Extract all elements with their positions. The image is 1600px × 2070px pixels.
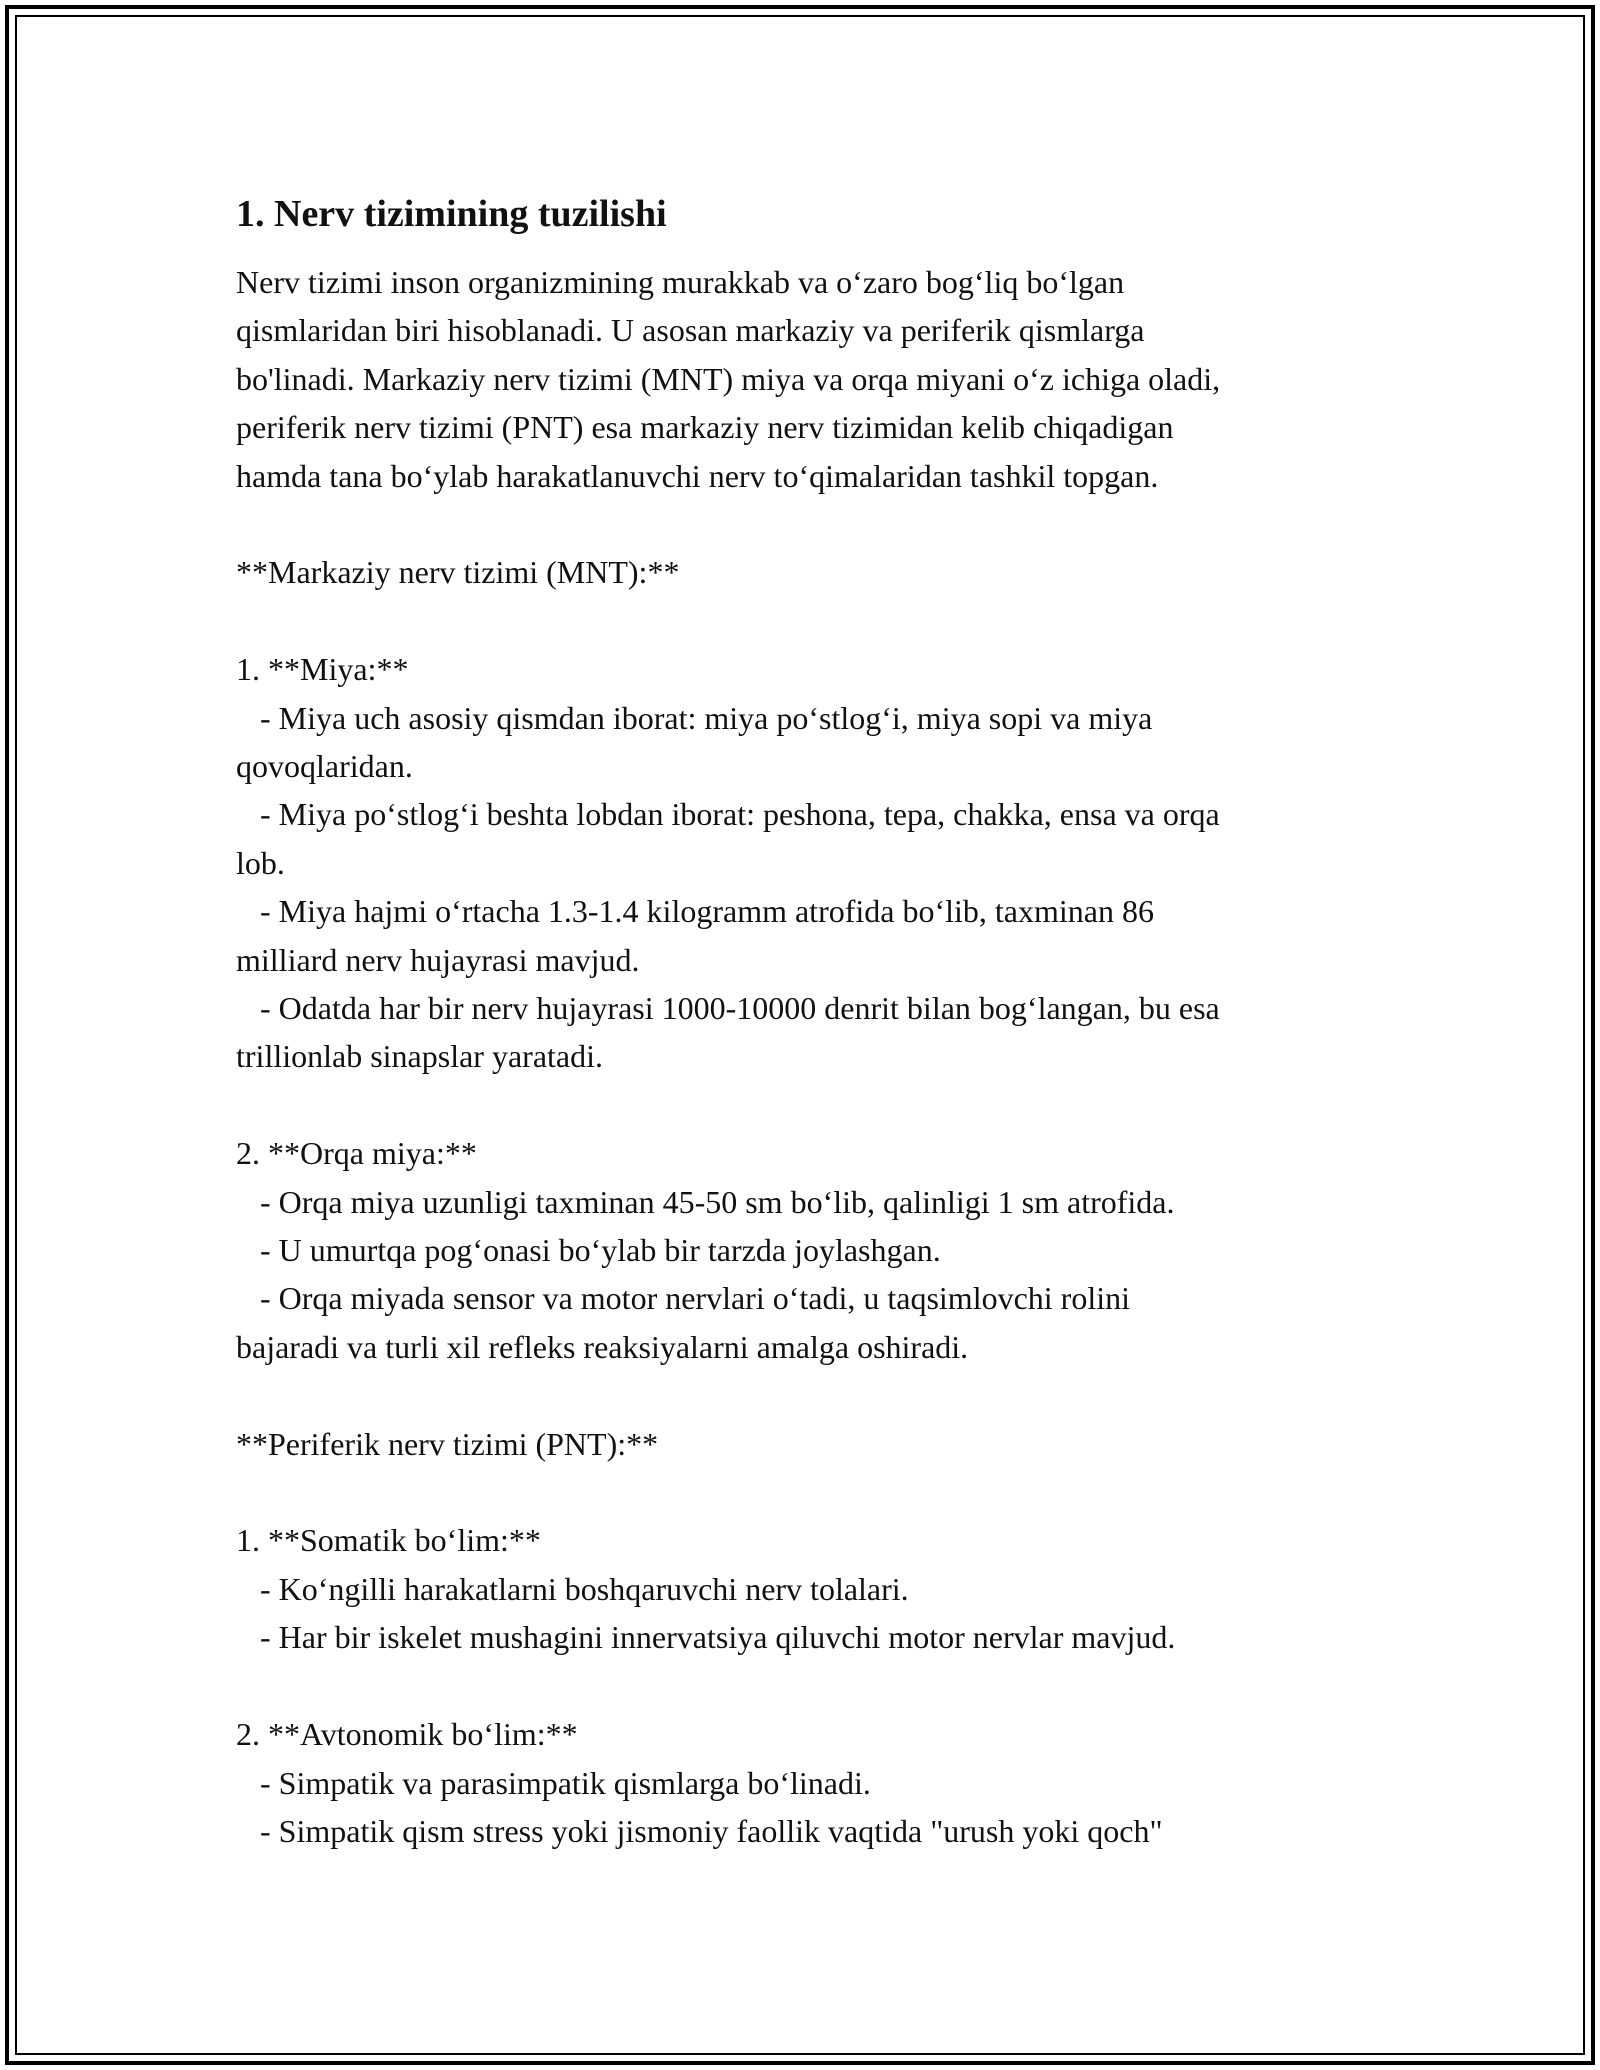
intro-line: hamda tana bo‘ylab harakatlanuvchi nerv to‘qimalaridan tashkil topgan. <box>236 457 1159 494</box>
blank-line <box>236 1371 1386 1419</box>
document-content <box>236 186 1386 1855</box>
page-title: 1. Nerv tizimining tuzilishi <box>236 193 667 235</box>
miya-line: - Miya hajmi o‘rtacha 1.3-1.4 kilogramm atrofida bo‘lib, taxminan 86 <box>236 893 1154 930</box>
somatik-heading: 1. **Somatik bo‘lim:** <box>236 1522 541 1559</box>
intro-line: periferik nerv tizimi (PNT) esa markaziy nerv tizimidan kelib chiqadigan <box>236 409 1174 446</box>
avtonomik-heading: 2. **Avtonomik bo‘lim:** <box>236 1716 578 1753</box>
blank-line <box>236 1081 1386 1129</box>
miya-line: - Miya uch asosiy qismdan iborat: miya po‘stlog‘i, miya sopi va miya <box>236 699 1153 736</box>
somatik-line: - Har bir iskelet mushagini innervatsiya qiluvchi motor nervlar mavjud. <box>236 1619 1176 1656</box>
pnt-heading: **Periferik nerv tizimi (PNT):** <box>236 1425 659 1462</box>
miya-line: qovoqlaridan. <box>236 748 413 785</box>
miya-line: - Miya po‘stlog‘i beshta lobdan iborat: peshona, tepa, chakka, ensa va orqa <box>236 796 1220 833</box>
intro-line: bo'linadi. Markaziy nerv tizimi (MNT) miya va orqa miyani o‘z ichiga oladi, <box>236 360 1221 397</box>
somatik-line: - Ko‘ngilli harakatlarni boshqaruvchi nerv tolalari. <box>236 1570 909 1607</box>
orqa-miya-line: - U umurtqa pog‘onasi bo‘ylab bir tarzda joylashgan. <box>236 1232 941 1269</box>
intro-line: Nerv tizimi inson organizmining murakkab va o‘zaro bog‘liq bo‘lgan <box>236 264 1125 300</box>
miya-line: milliard nerv hujayrasi mavjud. <box>236 941 640 978</box>
orqa-miya-heading: 2. **Orqa miya:** <box>236 1135 477 1172</box>
blank-line <box>236 500 1386 548</box>
orqa-miya-line: - Orqa miyada sensor va motor nervlari o‘tadi, u taqsimlovchi rolini <box>236 1280 1130 1317</box>
document-body <box>236 258 1386 1855</box>
miya-heading: 1. **Miya:** <box>236 651 409 688</box>
blank-line <box>236 1662 1386 1710</box>
avtonomik-line: - Simpatik qism stress yoki jismoniy faollik vaqtida "urush yoki qoch" <box>236 1812 1163 1849</box>
intro-line: qismlaridan biri hisoblanadi. U asosan markaziy va periferik qismlarga <box>236 312 1145 349</box>
miya-line: trillionlab sinapslar yaratadi. <box>236 1038 603 1075</box>
mnt-heading: **Markaziy nerv tizimi (MNT):** <box>236 554 680 591</box>
blank-line <box>236 597 1386 645</box>
blank-line <box>236 1468 1386 1516</box>
miya-line: lob. <box>236 844 285 881</box>
orqa-miya-line: bajaradi va turli xil refleks reaksiyalarni amalga oshiradi. <box>236 1328 969 1365</box>
miya-line: - Odatda har bir nerv hujayrasi 1000-10000 denrit bilan bog‘langan, bu esa <box>236 990 1220 1027</box>
orqa-miya-line: - Orqa miya uzunligi taxminan 45-50 sm bo‘lib, qalinligi 1 sm atrofida. <box>236 1183 1175 1220</box>
avtonomik-line: - Simpatik va parasimpatik qismlarga bo‘linadi. <box>236 1764 871 1801</box>
